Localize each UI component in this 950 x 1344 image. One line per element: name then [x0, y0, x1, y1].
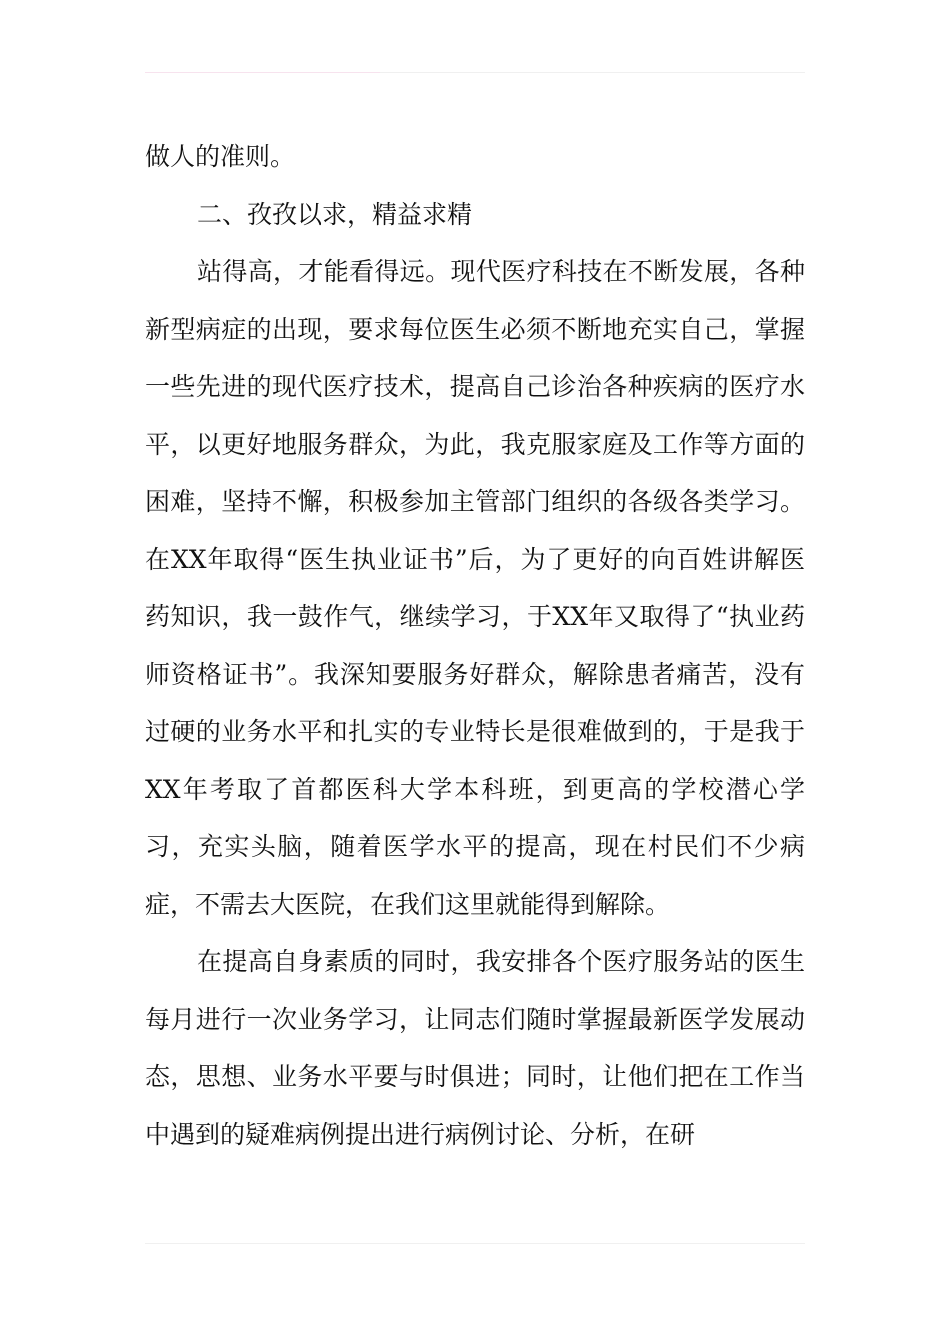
paragraph-training: 在提高自身素质的同时，我安排各个医疗服务站的医生每月进行一次业务学习，让同志们随时掌握最新医学发展动态，思想、业务水平要与时俱进；同时，让他们把在工作当中遇到的疑难病例提出进行病例讨论、分析，在研 — [145, 947, 805, 1149]
header-rule — [145, 72, 805, 73]
paragraph-continuation: 做人的准则。 — [145, 142, 296, 171]
paragraph-study: 站得高，才能看得远。现代医疗科技在不断发展，各种新型病症的出现，要求每位医生必须不断地充实自己，掌握一些先进的现代医疗技术，提高自己诊治各种疾病的医疗水平，以更好地服务群众，为此，我克服家庭及工作等方面的困难，坚持不懈，积极参加主管部门组织的各级各类学习。在XX年取得“医生执业证书”后，为了更好的向百姓讲解医药知识，我一鼓作气，继续学习，于XX年又取得了“执业药师资格证书”。我深知要服务好群众，解除患者痛苦，没有过硬的业务水平和扎实的专业特长是很难做到的，于是我于XX年考取了首都医科大学本科班，到更高的学校潜心学习，充实头脑，随着医学水平的提高，现在村民们不少病症，不需去大医院，在我们这里就能得到解除。 — [145, 257, 805, 919]
document-body — [145, 128, 805, 1163]
section-heading: 二、孜孜以求，精益求精 — [197, 199, 473, 229]
footer-rule — [145, 1243, 805, 1244]
